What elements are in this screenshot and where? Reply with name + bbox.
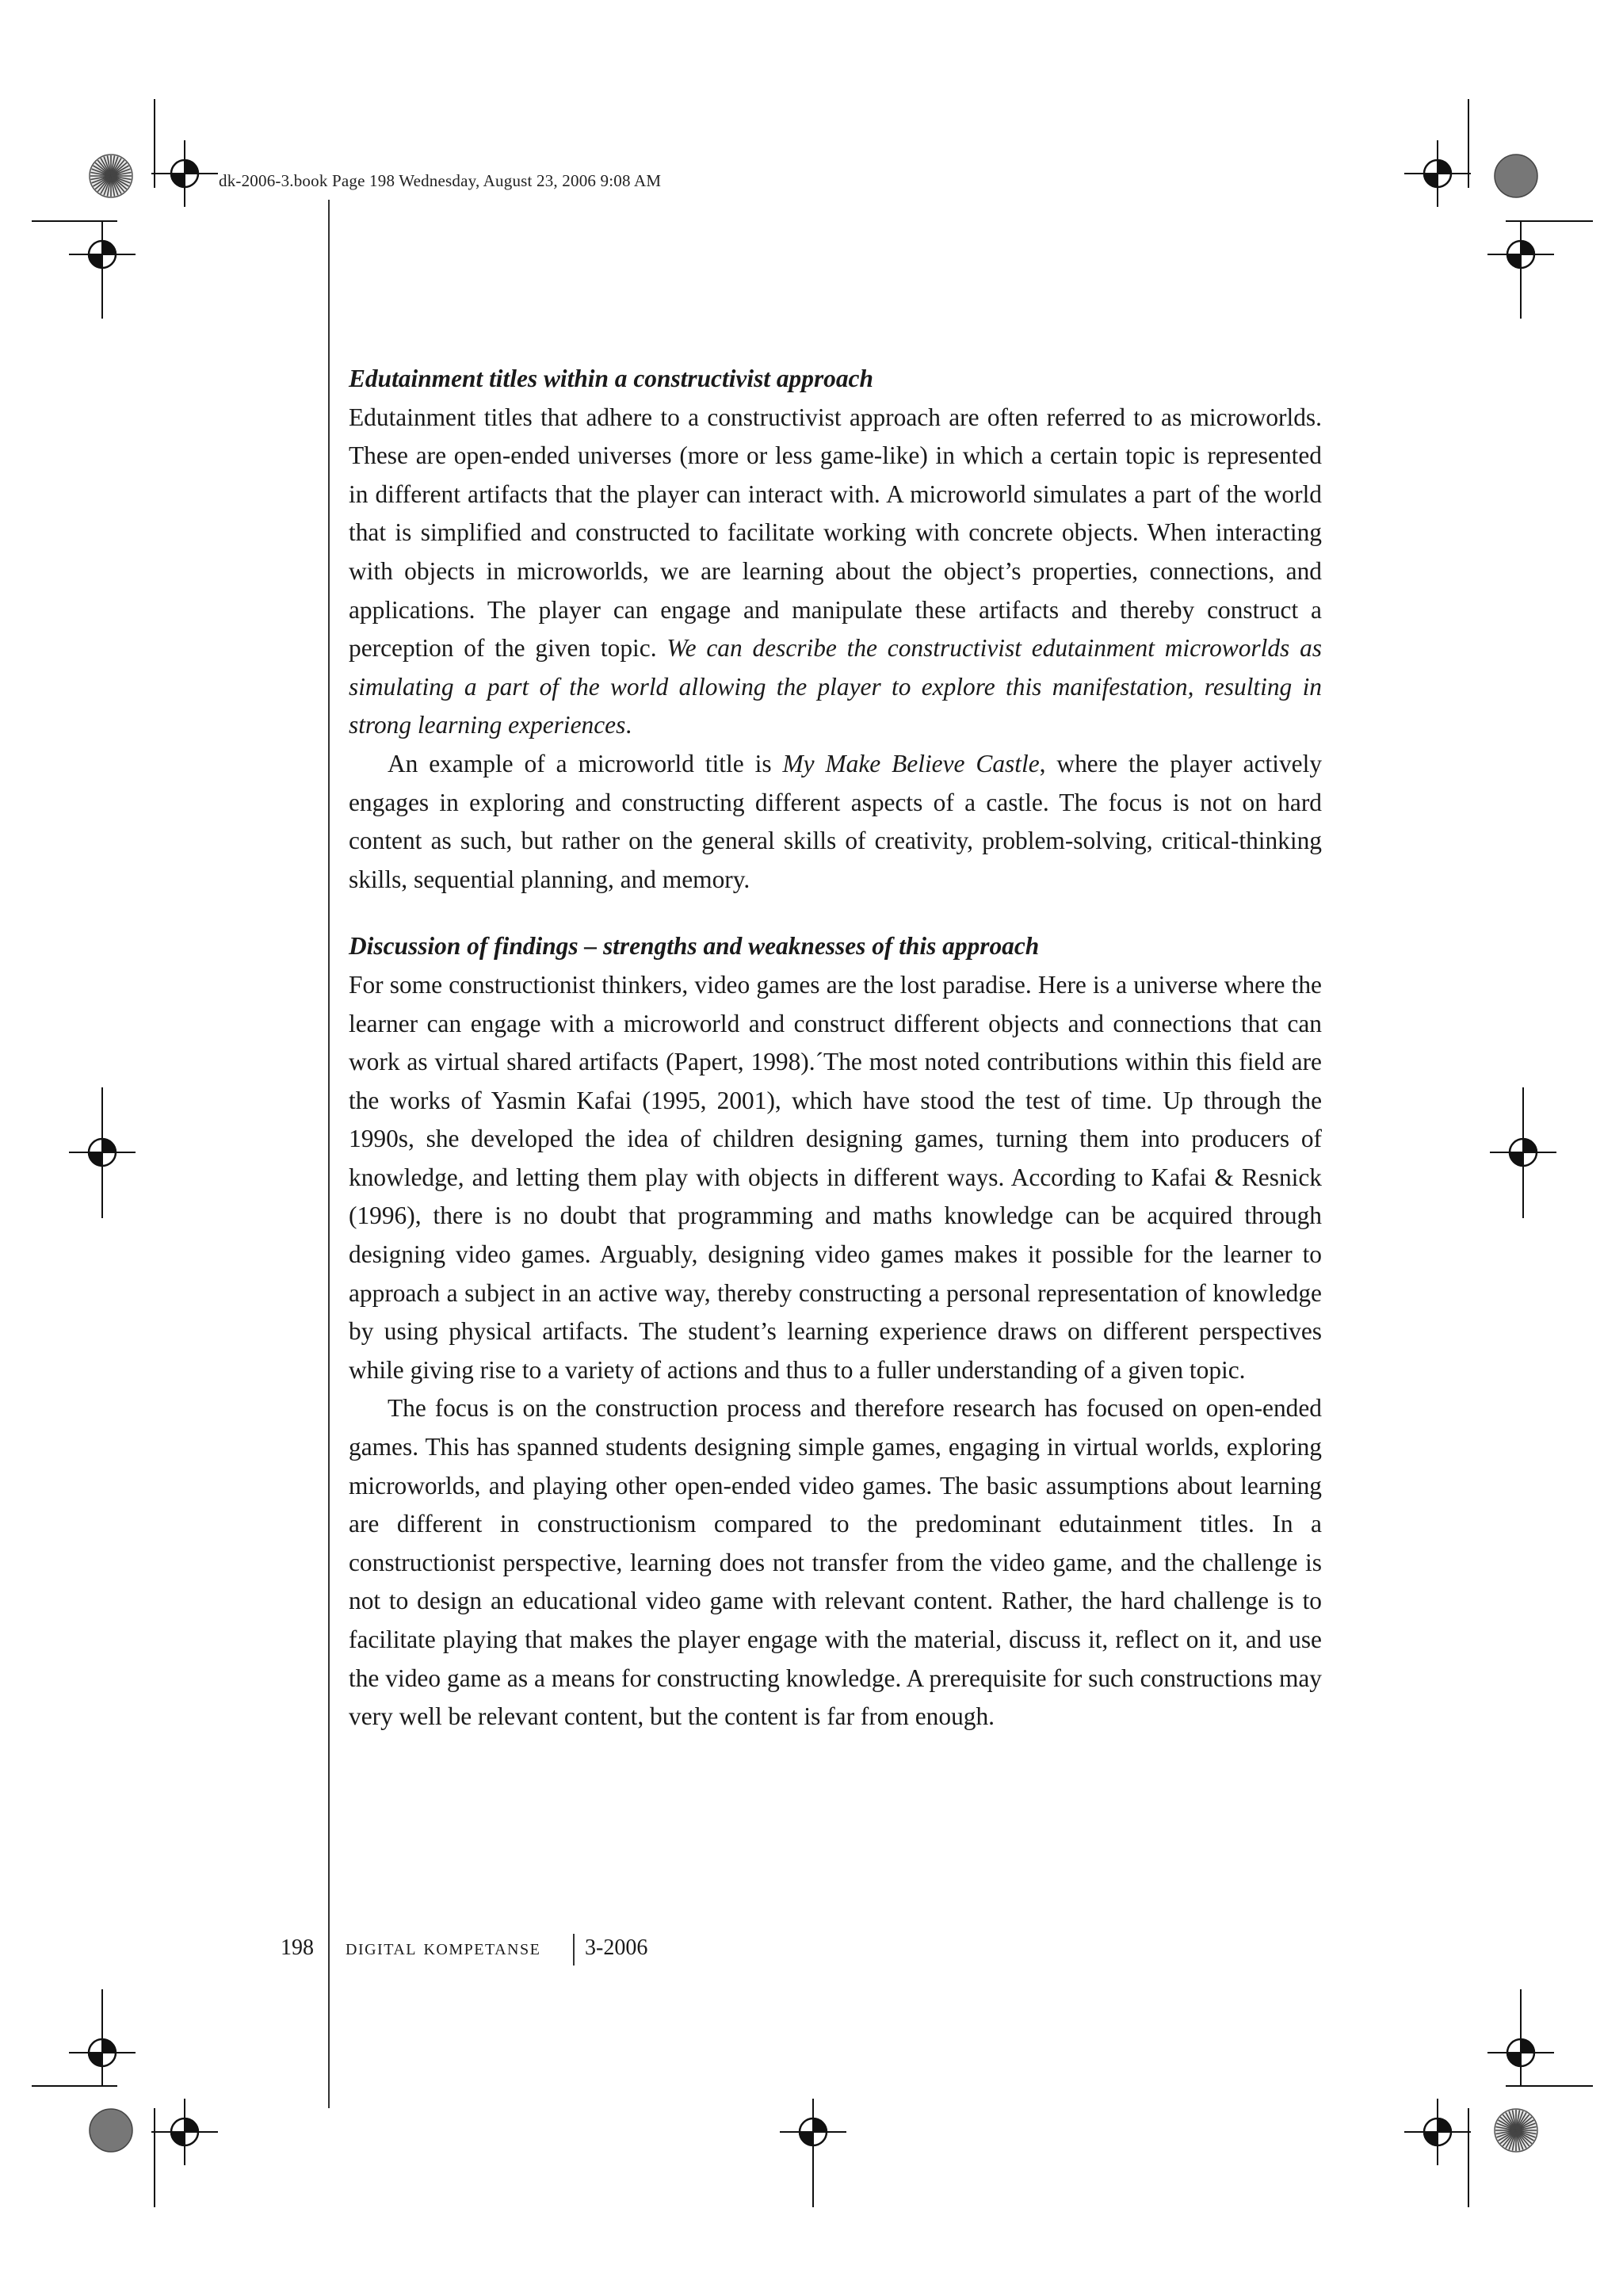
paragraph bbox=[349, 399, 1322, 745]
paragraph-text-end: . bbox=[625, 711, 632, 739]
color-bar-star-bottom-right bbox=[1495, 2109, 1537, 2152]
margin-rule bbox=[328, 200, 330, 2108]
section-heading-edutainment: Edutainment titles within a constructivist approach bbox=[349, 365, 873, 392]
section-heading-discussion: Discussion of findings – strengths and weaknesses of this approach bbox=[349, 932, 1040, 961]
paragraph bbox=[349, 745, 1322, 899]
paragraph: The focus is on the construction process and therefore research has focused on open-ended games. This has spanned students designing simple games, engaging in virtual worlds, exploring microworlds, and playing other open-ended video games. The basic assumptions about learning are different in constructionism compared to the predominant edutainment titles. In a constructionist perspective, learning does not transfer from the video game, and the challenge is not to design an educational video game with relevant content. Rather, the hard challenge is to facilitate playing that makes the player engage with the material, discuss it, reflect on it, and use the video game as a means for constructing knowledge. A prerequisite for such constructions may very well be relevant content, but the content is far from enough. bbox=[349, 1394, 1322, 1731]
issue-number: 3-2006 bbox=[585, 1935, 648, 1960]
emphasis-text: We can describe the constructivist edutainment microworlds as simulating a part of the world allowing the player to explore this manifestation, resulting in strong learning experiences bbox=[349, 634, 1322, 739]
slug-line: dk-2006-3.book Page 198 Wednesday, August 23, 2006 9:08 AM bbox=[219, 171, 662, 190]
color-patch-bottom-left bbox=[90, 2109, 132, 2152]
journal-name: digital kompetanse bbox=[346, 1935, 541, 1960]
paragraph: For some constructionist thinkers, video games are the lost paradise. Here is a universe where the learner can engage with a microworld and construct different objects and connections that can work as virtual shared artifacts (Papert, 1998).´The most noted contributions within this field are the works of Yasmin Kafai (1995, 2001), which have stood the test of time. Up through the 1990s, she developed the idea of children designing games, turning them into producers of knowledge, and letting them play with objects in different ways. According to Kafai & Resnick (1996), there is no doubt that programming and maths knowledge can be acquired through designing video games. Arguably, designing video games makes it possible for the learner to approach a subject in an active way, thereby constructing a personal representation of knowledge by using physical artifacts. The student’s learning experience draws on different perspectives while giving rise to a variety of actions and thus to a fuller understanding of a given topic. bbox=[349, 970, 1322, 1384]
game-title: My Make Believe Castle bbox=[782, 749, 1040, 777]
article-body bbox=[349, 360, 1322, 1736]
paragraph-text-end: , where the player actively engages in exploring and constructing different aspects of a castle. The focus is not on hard content as such, but rather on the general skills of creativity, problem-solving, critical-thinking skills, sequential planning, and memory. bbox=[349, 749, 1323, 893]
paragraph-text: Edutainment titles that adhere to a constructivist approach are often referred to as microworlds. These are open-ended universes (more or less game-like) in which a certain topic is represented in different artifacts that the player can interact with. A microworld simulates a part of the world that is simplified and constructed to facilitate working with concrete objects. When interacting with objects in microworlds, we are learning about the object’s properties, connections, and applications. The player can engage and manipulate these artifacts and thereby construct a perception of the given topic. bbox=[349, 403, 1322, 663]
page-number: 198 bbox=[281, 1935, 314, 1960]
footer-separator bbox=[573, 1934, 575, 1966]
paragraph-text: An example of a microworld title is bbox=[388, 749, 783, 777]
color-patch-top-right bbox=[1495, 155, 1537, 197]
color-bar-star-top-left bbox=[90, 155, 132, 197]
